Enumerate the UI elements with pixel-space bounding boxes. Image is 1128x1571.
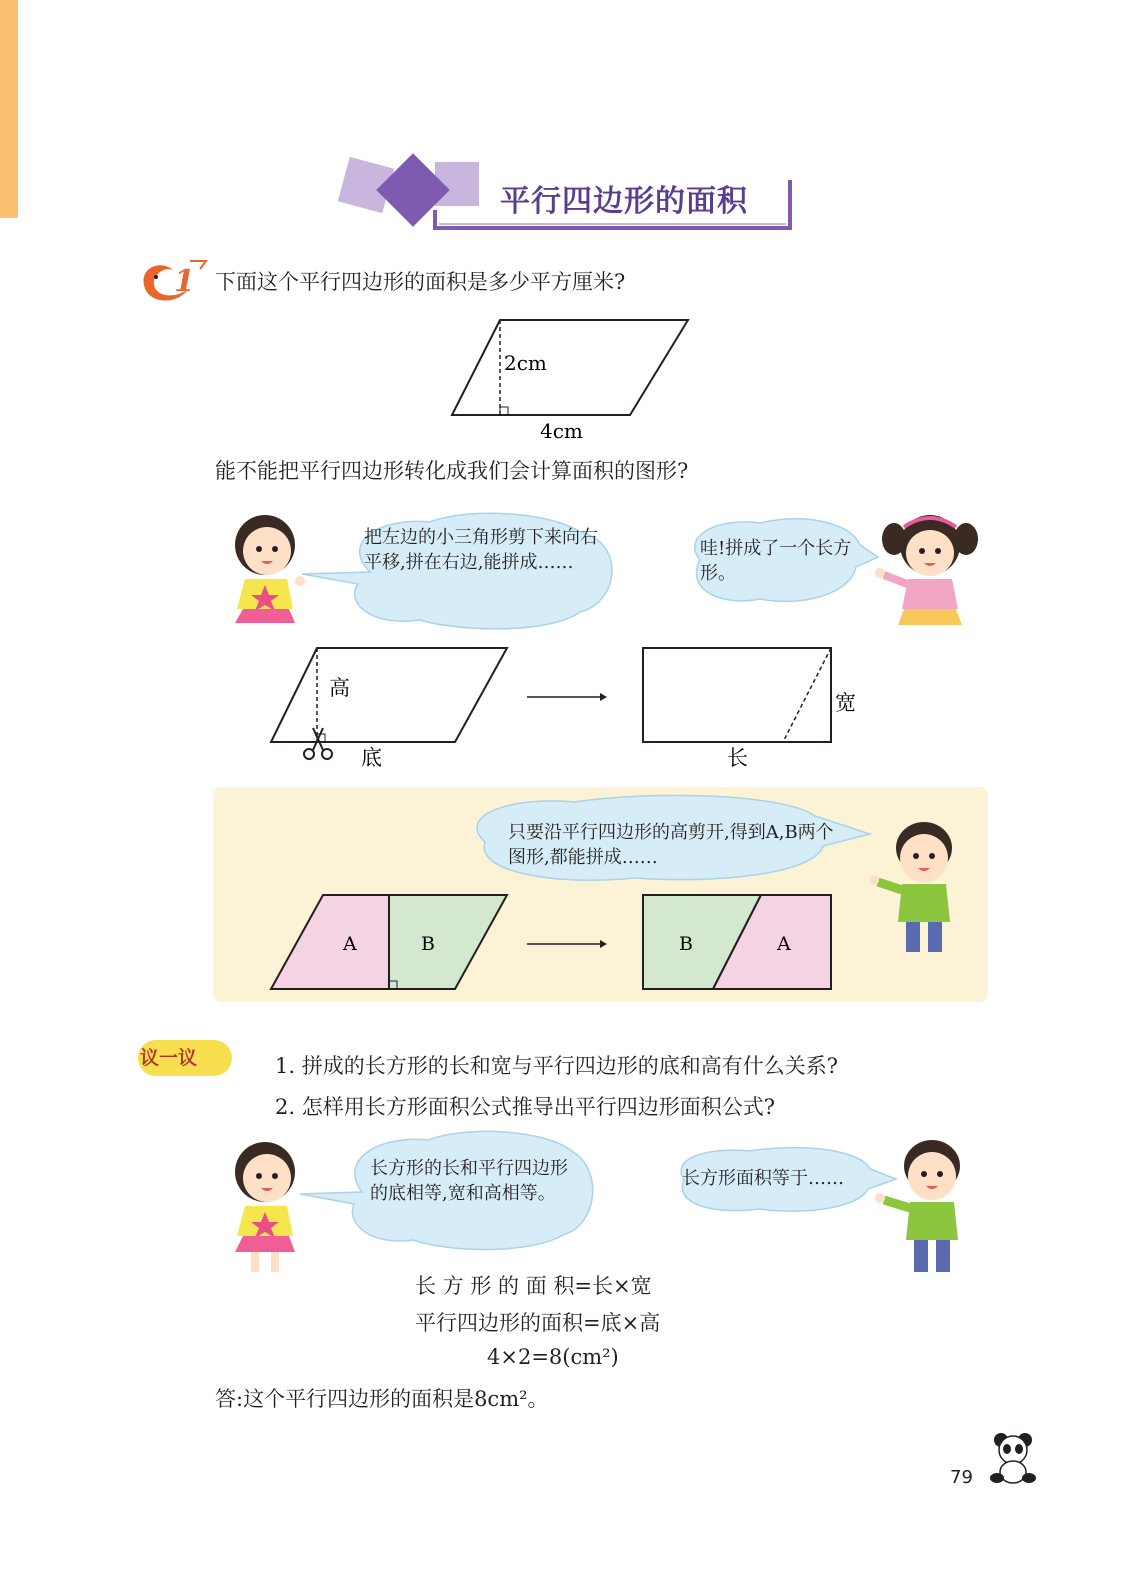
- example-number-icon: [136, 255, 210, 307]
- panda-icon: [985, 1428, 1045, 1488]
- discuss-badge: 议一议: [140, 1047, 198, 1069]
- label-a-left: A: [343, 933, 357, 955]
- piece-b: [389, 895, 507, 989]
- discuss-question-1: 1. 拼成的长方形的长和宽与平行四边形的底和高有什么关系?: [275, 1054, 838, 1078]
- height-word: 高: [329, 676, 350, 700]
- formula-line-1: 长 方 形 的 面 积=长×宽: [415, 1274, 652, 1298]
- answer-text: 答:这个平行四边形的面积是8cm²。: [215, 1387, 549, 1411]
- discuss-question-2: 2. 怎样用长方形面积公式推导出平行四边形面积公式?: [275, 1095, 775, 1119]
- label-b-right: B: [679, 933, 693, 955]
- parallelogram-diagram: [440, 310, 710, 450]
- example-number: 1: [174, 264, 195, 299]
- piece-a: [271, 895, 389, 989]
- base-word: 底: [361, 746, 382, 770]
- scissors-icon: [304, 728, 332, 759]
- girl3-bubble-text: 长方形的长和平行四边形的底相等,宽和高相等。: [370, 1158, 568, 1204]
- height-label: 2cm: [504, 351, 547, 375]
- boy2-bubble-text: 长方形面积等于……: [682, 1168, 844, 1189]
- formula-line-3: 4×2=8(cm²): [487, 1345, 619, 1369]
- cut-and-move-diagram: [265, 640, 865, 775]
- page-number: 79: [950, 1467, 973, 1488]
- boy-character-2-icon: [870, 1130, 985, 1280]
- ab-cut-diagram: [265, 887, 865, 997]
- boy-bubble-text: 只要沿平行四边形的高剪开,得到A,B两个图形,都能拼成……: [508, 822, 834, 868]
- base-label: 4cm: [540, 419, 583, 443]
- label-b-left: B: [421, 933, 435, 955]
- formula-line-2: 平行四边形的面积=底×高: [415, 1311, 661, 1335]
- width-word: 宽: [835, 691, 856, 715]
- label-a-right: A: [777, 933, 791, 955]
- girl1-bubble-text: 把左边的小三角形剪下来向右平移,拼在右边,能拼成……: [364, 527, 598, 573]
- girl-character-2-icon: [870, 505, 985, 633]
- side-tab: [0, 0, 18, 218]
- example1-question: 下面这个平行四边形的面积是多少平方厘米?: [215, 270, 626, 294]
- girl2-bubble-text: 哇!拼成了一个长方形。: [700, 538, 852, 584]
- boy-character-icon: [868, 812, 978, 962]
- conversion-prompt: 能不能把平行四边形转化成我们会计算面积的图形?: [215, 459, 689, 483]
- page-title: 平行四边形的面积: [500, 184, 748, 219]
- length-word: 长: [727, 746, 748, 770]
